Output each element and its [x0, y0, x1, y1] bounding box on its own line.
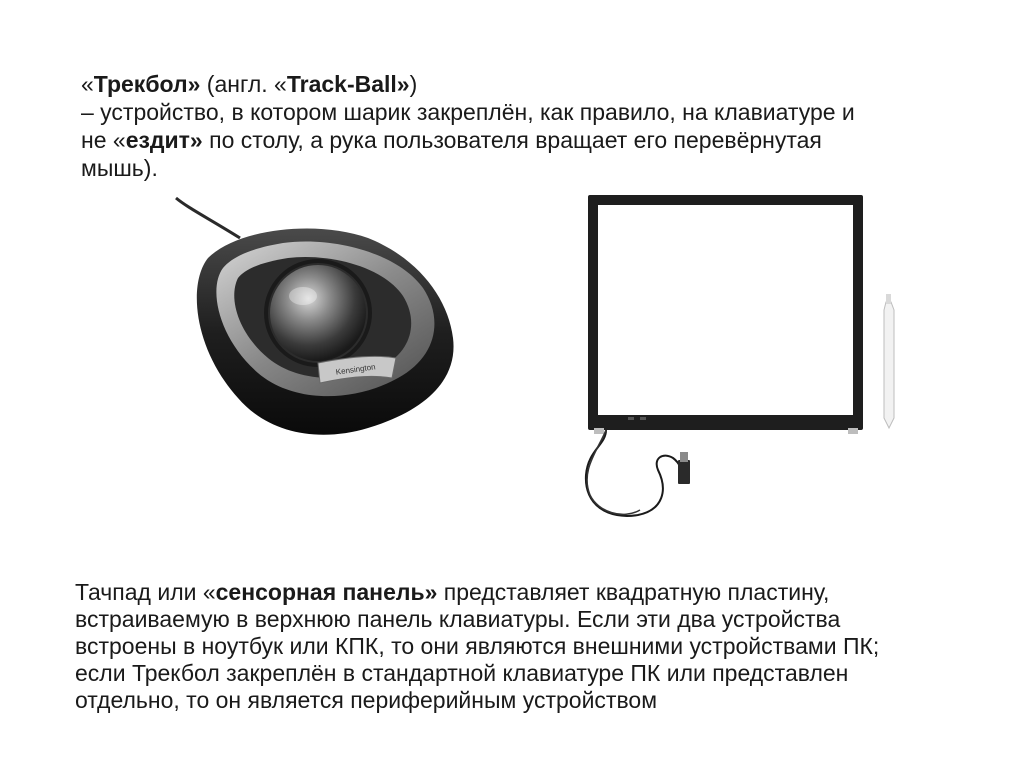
text-plain: представляет квадратную пластину,: [437, 579, 830, 605]
text-line: мышь).: [81, 155, 158, 181]
text-line: встроены в ноутбук или КПК, то они являются внешними устройствами ПК;: [75, 633, 880, 659]
touchpad-description: [75, 579, 995, 714]
text-line: [81, 126, 961, 154]
text-line: если Трекбол закреплён в стандартной клавиатуре ПК или представлен: [75, 660, 849, 686]
text-line: [75, 579, 995, 606]
touch-panel-term: сенсорная панель»: [215, 579, 438, 605]
text-plain: ): [409, 71, 418, 97]
text-line: встраиваемую в верхнюю панель клавиатуры. Если эти два устройства: [75, 606, 841, 632]
text-bold: ездит»: [125, 127, 203, 153]
trackball-title-line: [81, 70, 961, 98]
trackball-description: [81, 70, 961, 182]
text-plain: Тачпад или «: [75, 579, 216, 605]
text-quote: «: [81, 71, 94, 97]
touch-panel-icon: [578, 190, 908, 530]
trackball-english-term: Track-Ball»: [286, 71, 410, 97]
text-plain: не «: [81, 127, 126, 153]
text-plain: по столу, а рука пользователя вращает его перевёрнутая: [202, 127, 822, 153]
trackball-icon: [168, 188, 468, 458]
text-line: – устройство, в котором шарик закреплён, как правило, на клавиатуре и: [81, 99, 855, 125]
text-line: отдельно, то он является периферийным устройством: [75, 687, 658, 713]
text-plain: (англ. «: [200, 71, 287, 97]
trackball-term: Трекбол»: [93, 71, 201, 97]
trackball-logo-text: Kensington: [335, 362, 377, 377]
